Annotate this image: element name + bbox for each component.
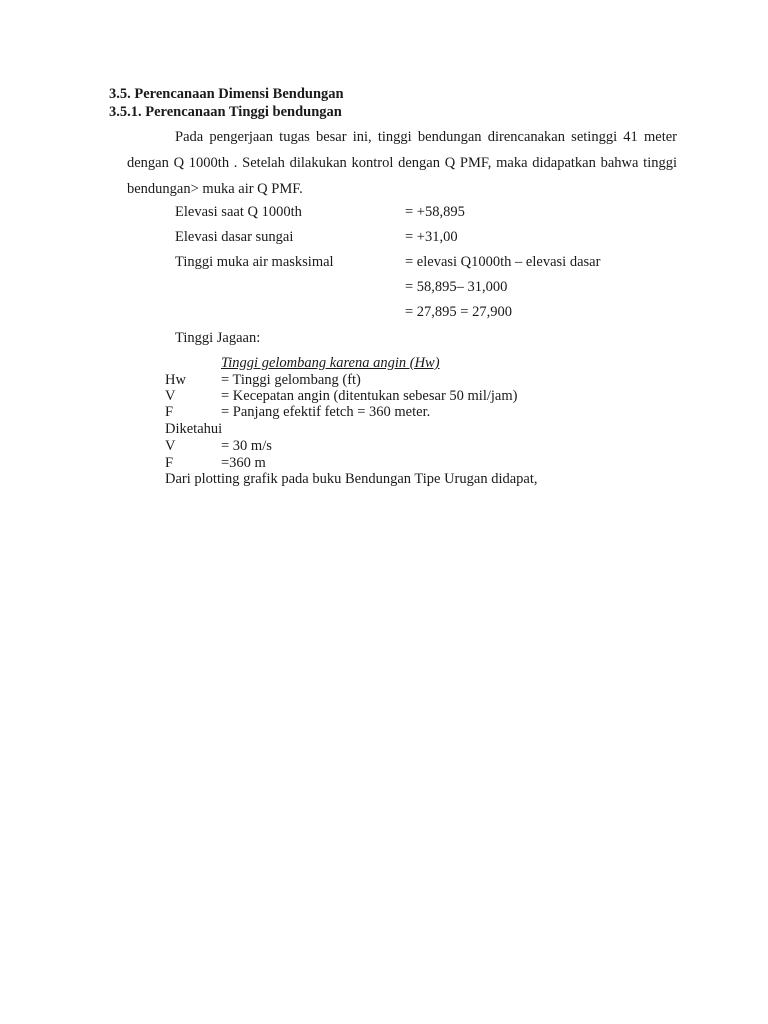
definition-symbol: V: [165, 388, 176, 404]
known-value: = 30 m/s: [221, 438, 272, 454]
calc-label: Elevasi dasar sungai: [175, 229, 294, 245]
known-symbol: V: [165, 438, 176, 454]
definition-desc: = Panjang efektif fetch = 360 meter.: [221, 404, 431, 420]
subsection-heading: 3.5.1. Perencanaan Tinggi bendungan: [109, 104, 342, 120]
known-label: Diketahui: [165, 421, 223, 437]
freeboard-label: Tinggi Jagaan:: [175, 330, 261, 346]
calc-value: = elevasi Q1000th – elevasi dasar: [405, 254, 601, 270]
calc-label: Tinggi muka air masksimal: [175, 254, 334, 270]
known-value: =360 m: [221, 455, 266, 471]
intro-paragraph: [127, 124, 677, 202]
intro-text: Pada pengerjaan tugas besar ini, tinggi bendungan direncanakan setinggi 41 meter dengan Q 1000th . Setelah dilakukan kontrol dengan Q PMF, maka didapatkan bahwa tinggi bendungan> muka air Q PMF.: [127, 129, 677, 197]
wave-heading: Tinggi gelombang karena angin (Hw): [221, 355, 440, 371]
calc-label: Elevasi saat Q 1000th: [175, 204, 302, 220]
known-symbol: F: [165, 455, 174, 471]
calc-value: = +58,895: [405, 204, 465, 220]
definition-symbol: Hw: [165, 372, 186, 388]
definition-symbol: F: [165, 404, 174, 420]
calc-value: = 58,895– 31,000: [405, 279, 508, 295]
calc-value: = 27,895 = 27,900: [405, 304, 512, 320]
closing-text: Dari plotting grafik pada buku Bendungan Tipe Urugan didapat,: [165, 471, 538, 487]
calc-value: = +31,00: [405, 229, 458, 245]
definition-desc: = Tinggi gelombang (ft): [221, 372, 361, 388]
definition-desc: = Kecepatan angin (ditentukan sebesar 50 mil/jam): [221, 388, 518, 404]
section-heading: 3.5. Perencanaan Dimensi Bendungan: [109, 86, 344, 102]
